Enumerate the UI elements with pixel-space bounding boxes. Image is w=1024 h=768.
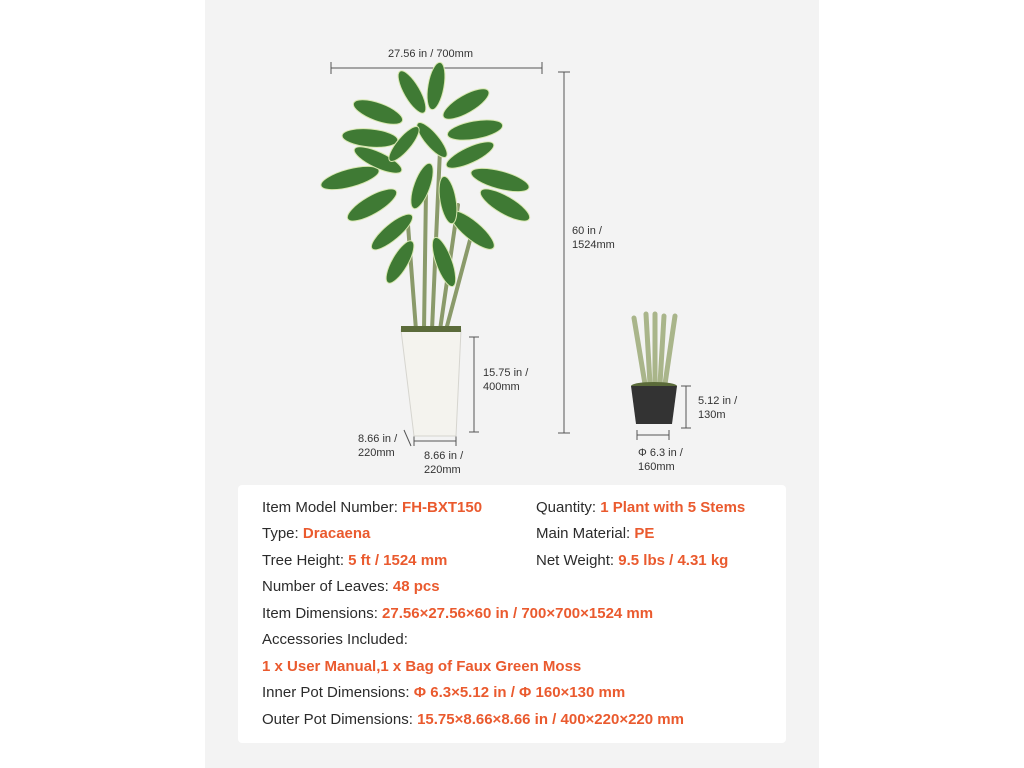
spec-label: Inner Pot Dimensions:	[262, 684, 414, 701]
spec-value: 48 pcs	[392, 578, 440, 595]
spec-label: Outer Pot Dimensions:	[262, 711, 418, 728]
spec-value: 5 ft / 1524 mm	[348, 552, 448, 569]
width-dimension-label: 27.56 in / 700mm	[388, 48, 473, 60]
inner-pot-stems	[634, 314, 675, 384]
inner-pot-diameter-label: Φ 6.3 in / 160mm	[638, 447, 683, 473]
spec-item-dimensions	[262, 605, 653, 623]
spec-label: Number of Leaves:	[262, 578, 393, 595]
outer-pot-depth-label: 8.66 in / 220mm	[358, 433, 398, 459]
outer-pot-width-label: 8.66 in / 220mm	[424, 450, 464, 476]
spec-accessories-value: 1 x User Manual,1 x Bag of Faux Green Moss	[262, 658, 582, 675]
spec-value: PE	[634, 525, 655, 542]
spec-net-weight	[536, 552, 728, 570]
inner-pot-height-label: 5.12 in / 130m	[698, 395, 738, 421]
inner-pot-height-line	[681, 386, 691, 428]
spec-label: Tree Height:	[262, 552, 349, 569]
spec-accessories-label: Accessories Included:	[262, 631, 408, 648]
spec-leaves	[262, 578, 440, 596]
spec-value: 1 Plant with 5 Stems	[600, 499, 746, 516]
outer-pot-height-line	[469, 337, 479, 432]
spec-value: 27.56×27.56×60 in / 700×700×1524 mm	[382, 605, 654, 622]
outer-pot-height-label: 15.75 in / 400mm	[483, 367, 529, 393]
spec-quantity	[536, 499, 745, 517]
spec-label: Type:	[262, 525, 303, 542]
outer-pot-width-line	[414, 436, 456, 446]
spec-value: Dracaena	[302, 525, 371, 542]
spec-type	[262, 525, 370, 543]
spec-label: Item Dimensions:	[262, 605, 383, 622]
spec-value: 15.75×8.66×8.66 in / 400×220×220 mm	[417, 711, 684, 728]
spec-value: FH-BXT150	[402, 499, 483, 516]
spec-model	[262, 499, 482, 517]
spec-tree-height	[262, 552, 447, 570]
spec-outer-pot	[262, 711, 684, 729]
white-pot	[401, 326, 461, 436]
spec-value: 9.5 lbs / 4.31 kg	[618, 552, 729, 569]
height-dimension-line	[558, 72, 570, 433]
spec-material	[536, 525, 654, 543]
spec-inner-pot	[262, 684, 625, 702]
height-dimension-label: 60 in / 1524mm	[572, 225, 615, 251]
spec-value: Φ 6.3×5.12 in / Φ 160×130 mm	[413, 684, 626, 701]
inner-pot-diameter-line	[637, 430, 669, 440]
spec-label: Main Material:	[536, 525, 635, 542]
spec-label: Net Weight:	[536, 552, 619, 569]
spec-label: Quantity:	[536, 499, 601, 516]
outer-pot-depth-line	[404, 430, 411, 446]
inner-pot	[631, 382, 677, 424]
spec-label: Item Model Number:	[262, 499, 403, 516]
